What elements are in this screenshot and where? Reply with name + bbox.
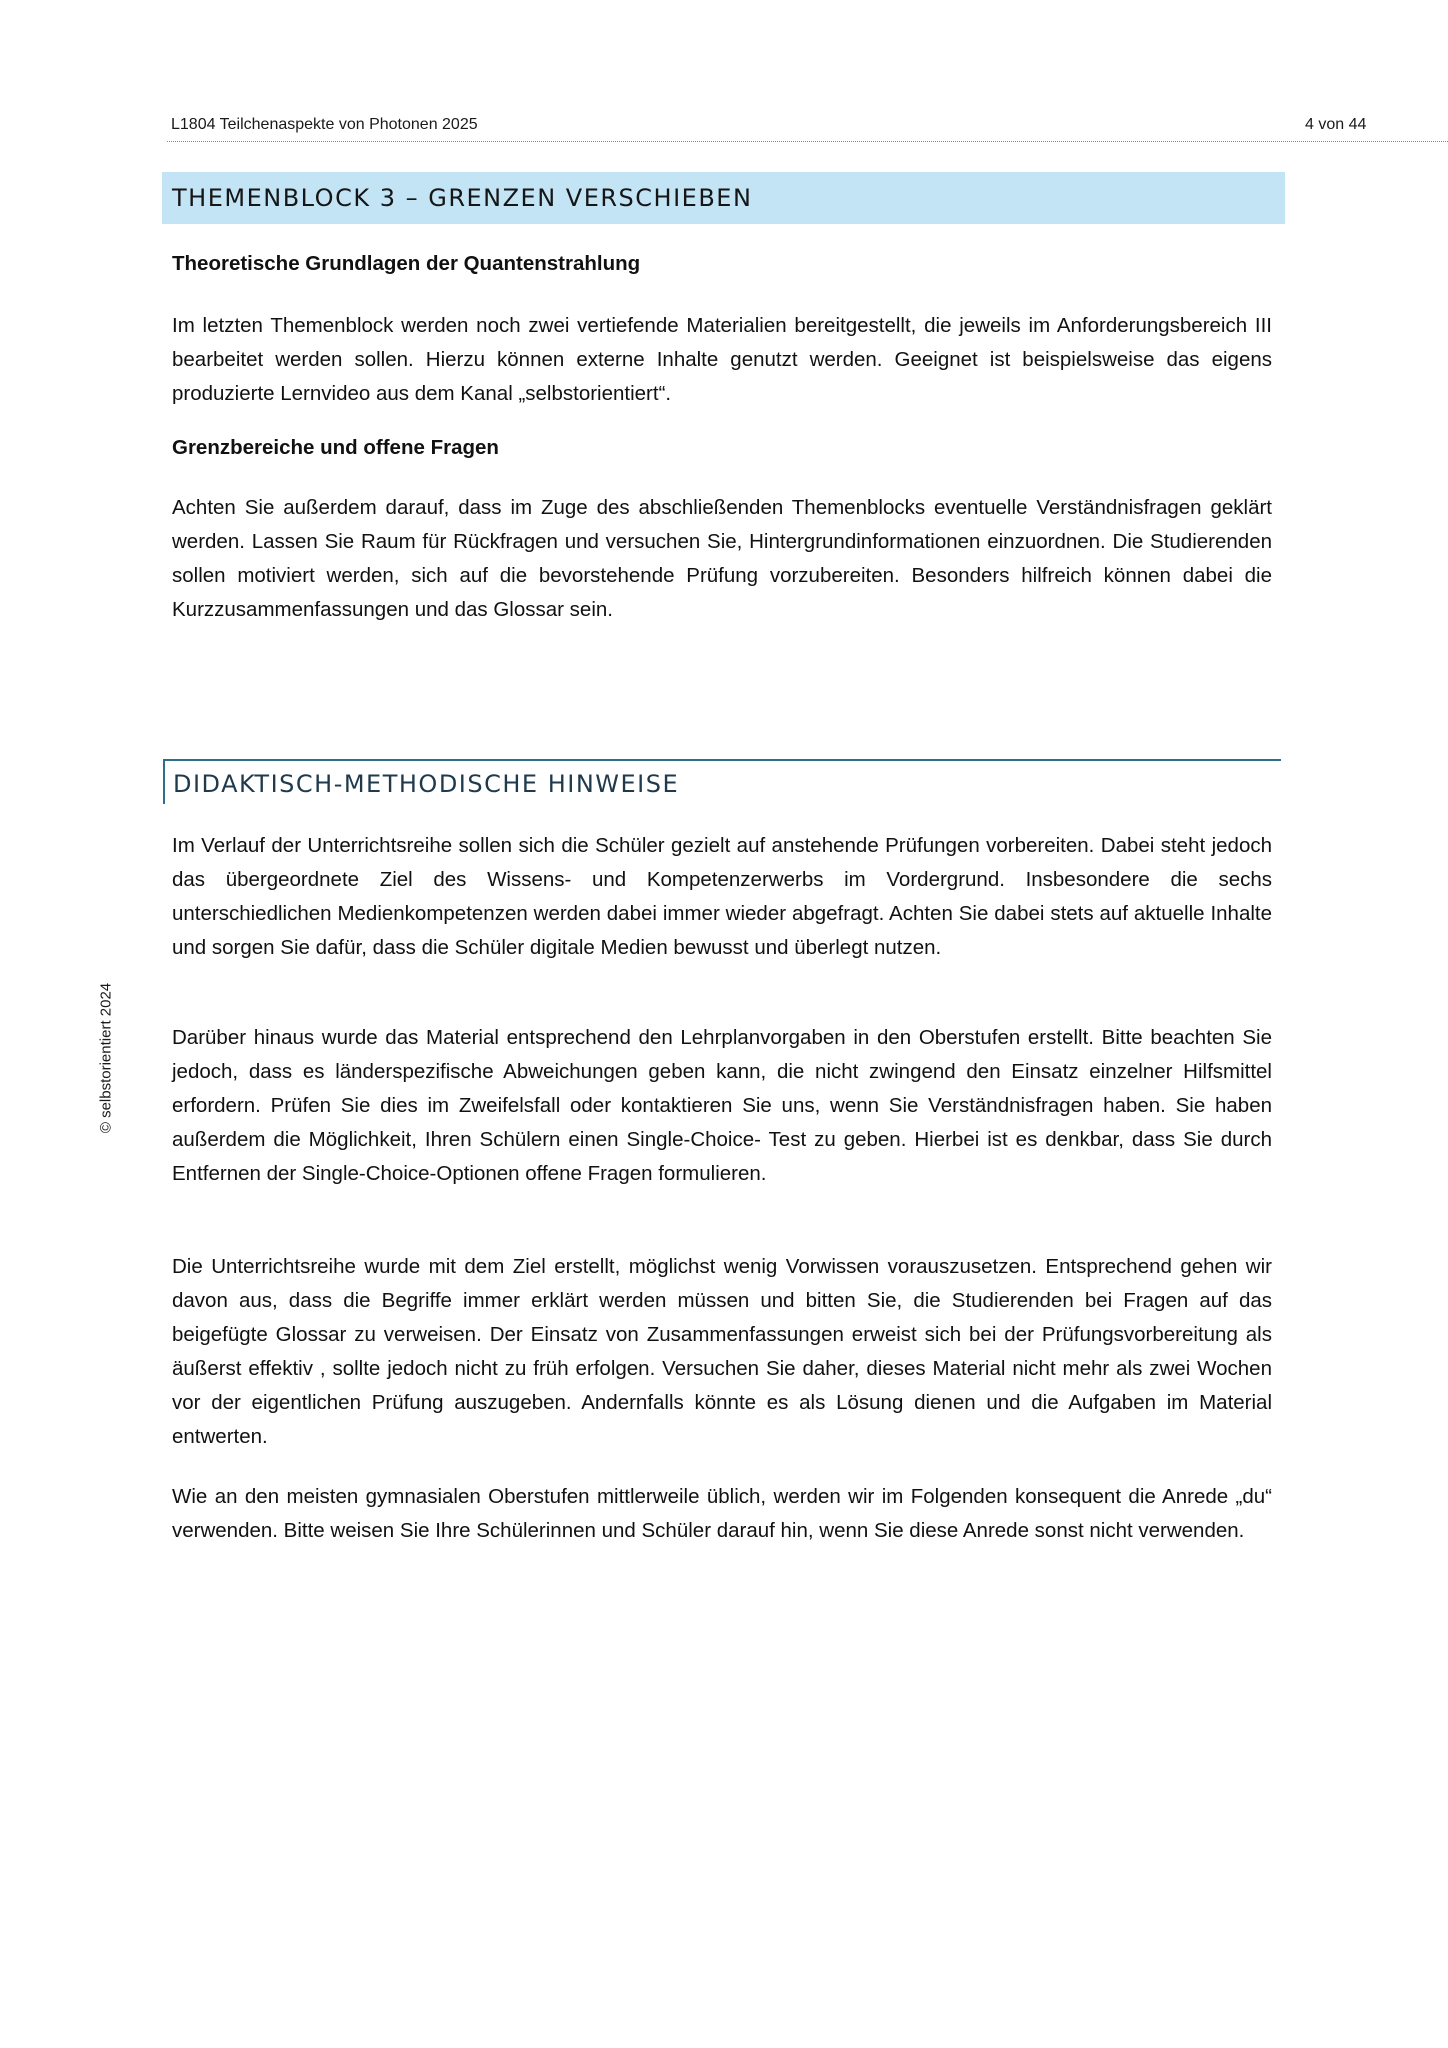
subsection-heading: Theoretische Grundlagen der Quantenstrahlung	[172, 252, 641, 275]
subsection-heading: Grenzbereiche und offene Fragen	[172, 436, 499, 459]
page-indicator: 4 von 44	[1305, 116, 1367, 133]
header-divider	[167, 141, 1448, 142]
didaktik-paragraph: Die Unterrichtsreihe wurde mit dem Ziel erstellt, möglichst wenig Vorwissen vorauszusetzen. Entsprechend gehen wir davon aus, dass die Begriffe immer erklärt werden müssen und bitten Sie, die Studierenden bei Fragen auf das beigefügte Glossar zu verweisen. Der Einsatz von Zusammenfassungen erweist sich bei der Prüfungsvorbereitung als äußerst effektiv , sollte jedoch nicht zu früh erfolgen. Versuchen Sie daher, dieses Material nicht mehr als zwei Wochen vor der eigentlichen Prüfung auszugeben. Andernfalls könnte es als Lösung dienen und die Aufgaben im Material entwerten.	[172, 1255, 1272, 1448]
subsection-paragraph: Achten Sie außerdem darauf, dass im Zuge des abschließenden Themenblocks eventuelle Verständnisfragen geklärt werden. Lassen Sie Raum für Rückfragen und versuchen Sie, Hintergrundinformationen einzuordnen. Die Studierenden sollen motiviert werden, sich auf die bevorstehende Prüfung vorzubereiten. Besonders hilfreich können dabei die Kurzzusammenfassungen und das Glossar sein.	[172, 496, 1272, 621]
copyright-notice: © selbstorientiert 2024	[97, 982, 115, 1134]
didaktik-title: DIDAKTISCH-METHODISCHE HINWEISE	[173, 770, 680, 798]
didaktik-paragraph: Darüber hinaus wurde das Material entsprechend den Lehrplanvorgaben in den Oberstufen erstellt. Bitte beachten Sie jedoch, dass es länderspezifische Abweichungen geben kann, die nicht zwingend den Einsatz einzelner Hilfsmittel erfordern. Prüfen Sie dies im Zweifelsfall oder kontaktieren Sie uns, wenn Sie Verständnisfragen haben. Sie haben außerdem die Möglichkeit, Ihren Schülern einen Single-Choice- Test zu geben. Hierbei ist es denkbar, dass Sie durch Entfernen der Single-Choice-Optionen offene Fragen formulieren.	[172, 1026, 1272, 1185]
didaktik-section-header	[163, 759, 1281, 804]
document-title: L1804 Teilchenaspekte von Photonen 2025	[171, 116, 478, 133]
didaktik-paragraph: Wie an den meisten gymnasialen Oberstufen mittlerweile üblich, werden wir im Folgenden konsequent die Anrede „du“ verwenden. Bitte weisen Sie Ihre Schülerinnen und Schüler darauf hin, wenn Sie diese Anrede sonst nicht verwenden.	[172, 1485, 1272, 1542]
themenblock-banner	[162, 172, 1285, 224]
themenblock-title: THEMENBLOCK 3 – GRENZEN VERSCHIEBEN	[172, 184, 753, 212]
subsection-paragraph: Im letzten Themenblock werden noch zwei vertiefende Materialien bereitgestellt, die jeweils im Anforderungsbereich III bearbeitet werden sollen. Hierzu können externe Inhalte genutzt werden. Geeignet ist beispielsweise das eigens produzierte Lernvideo aus dem Kanal „selbstorientiert“.	[172, 314, 1272, 405]
didaktik-paragraph: Im Verlauf der Unterrichtsreihe sollen sich die Schüler gezielt auf anstehende Prüfungen vorbereiten. Dabei steht jedoch das übergeordnete Ziel des Wissens- und Kompetenzerwerbs im Vordergrund. Insbesondere die sechs unterschiedlichen Medienkompetenzen werden dabei immer wieder abgefragt. Achten Sie dabei stets auf aktuelle Inhalte und sorgen Sie dafür, dass die Schüler digitale Medien bewusst und überlegt nutzen.	[172, 834, 1272, 959]
